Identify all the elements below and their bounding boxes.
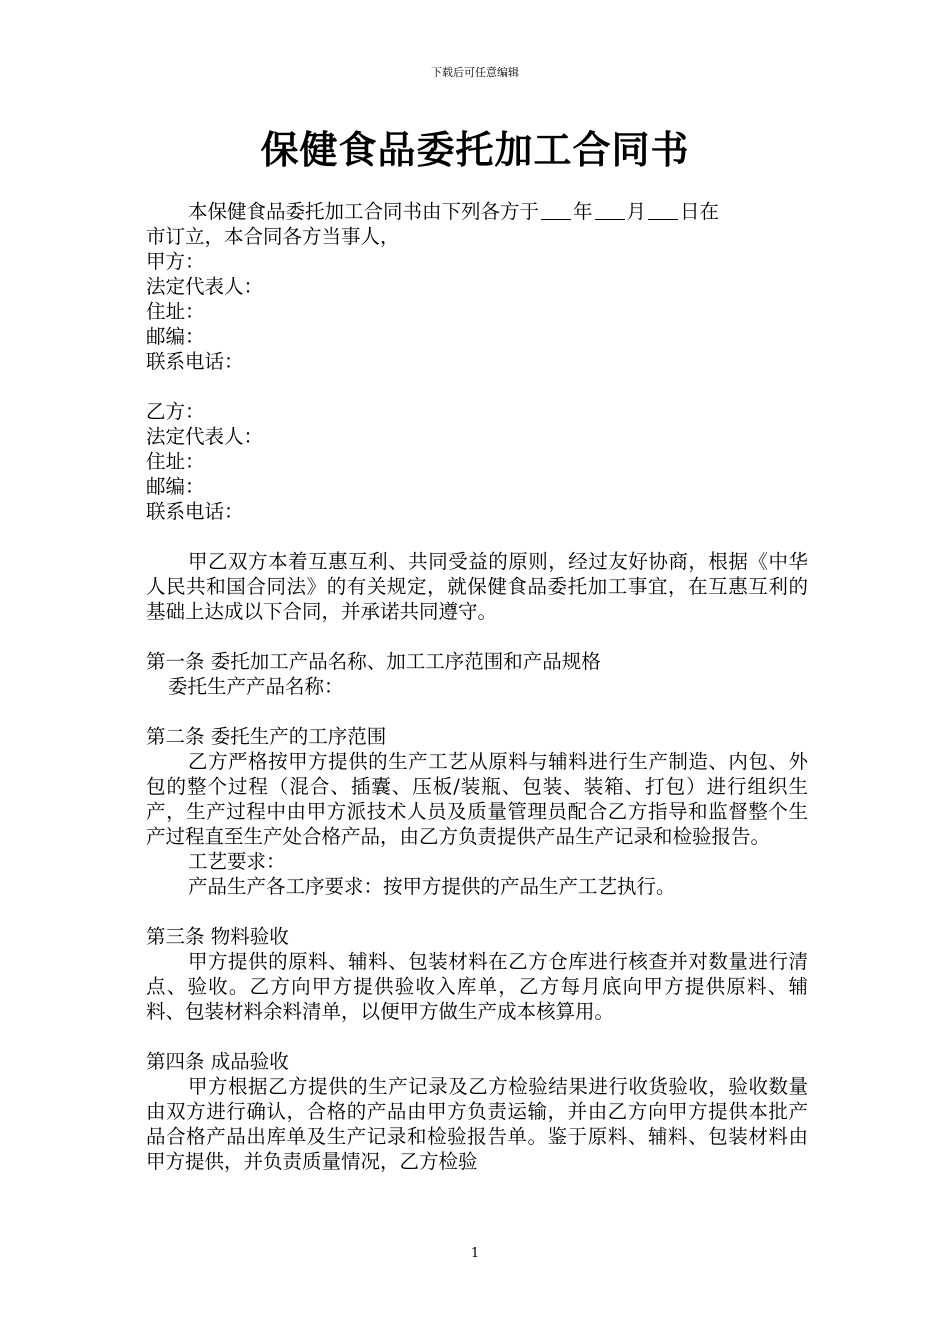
article3-heading: 第三条 物料验收: [146, 925, 289, 948]
spacer: [146, 699, 808, 724]
party-a-postcode: 邮编：: [146, 325, 205, 348]
contract-body: [146, 199, 808, 1174]
header-note: 下载后可任意编辑: [431, 66, 519, 79]
page-number: 1: [470, 1246, 480, 1261]
party-a-phone: 联系电话：: [146, 350, 244, 373]
intro-line1: [146, 199, 808, 224]
day-label: 日在: [680, 200, 720, 223]
spacer: [146, 374, 808, 399]
article3-body: 甲方提供的原料、辅料、包装材料在乙方仓库进行核查并对数量进行清点、验收。乙方向甲方提供验收入库单，乙方每月底向甲方提供原料、辅料、包装材料余料清单，以便甲方做生产成本核算用。: [146, 950, 808, 1023]
party-a-label: 甲方：: [146, 250, 205, 273]
party-b-address: 住址：: [146, 450, 205, 473]
article4-heading: 第四条 成品验收: [146, 1050, 289, 1073]
article2-body: 乙方严格按甲方提供的生产工艺从原料与辅料进行生产制造、内包、外包的整个过程（混合、插囊、压板/装瓶、包装、装箱、打包）进行组织生产，生产过程中由甲方派技术人员及质量管理员配合乙方指导和监督整个生产过程直至生产处合格产品，由乙方负责提供产品生产记录和检验报告。: [146, 750, 808, 848]
party-b-phone: 联系电话：: [146, 500, 244, 523]
day-blank: [648, 200, 678, 220]
intro-line2: 市订立，本合同各方当事人，: [146, 225, 400, 248]
preamble: 甲乙双方本着互惠互利、共同受益的原则，经过友好协商，根据《中华人民共和国合同法》的有关规定，就保健食品委托加工事宜，在互惠互利的基础上达成以下合同，并承诺共同遵守。: [146, 550, 808, 623]
intro-text: 本保健食品委托加工合同书由下列各方于: [188, 200, 540, 223]
spacer: [146, 899, 808, 924]
article4-body: 甲方根据乙方提供的生产记录及乙方检验结果进行收货验收，验收数量由双方进行确认，合格的产品由甲方负责运输，并由乙方向甲方提供本批产品合格产品出库单及生产记录和检验报告单。鉴于原料、辅料、包装材料由甲方提供，并负责质量情况，乙方检验: [146, 1075, 808, 1173]
party-b-postcode: 邮编：: [146, 475, 205, 498]
party-b-label: 乙方：: [146, 400, 205, 423]
spacer: [146, 624, 808, 649]
spacer: [146, 524, 808, 549]
month-label: 月: [626, 200, 647, 223]
year-label: 年: [573, 200, 593, 223]
article1-heading: 第一条 委托加工产品名称、加工工序范围和产品规格: [146, 650, 601, 673]
month-blank: [595, 200, 625, 220]
year-blank: [541, 200, 571, 220]
party-b-rep: 法定代表人：: [146, 425, 264, 448]
article2-heading: 第二条 委托生产的工序范围: [146, 725, 387, 748]
party-a-address: 住址：: [146, 300, 205, 323]
spacer: [146, 1024, 808, 1049]
document-title: 保健食品委托加工合同书: [260, 127, 690, 172]
party-a-rep: 法定代表人：: [146, 275, 264, 298]
article2-req-label: 工艺要求：: [188, 850, 286, 873]
article1-product-name: 委托生产产品名称：: [168, 675, 344, 698]
article2-req-body: 产品生产各工序要求：按甲方提供的产品生产工艺执行。: [188, 875, 676, 898]
